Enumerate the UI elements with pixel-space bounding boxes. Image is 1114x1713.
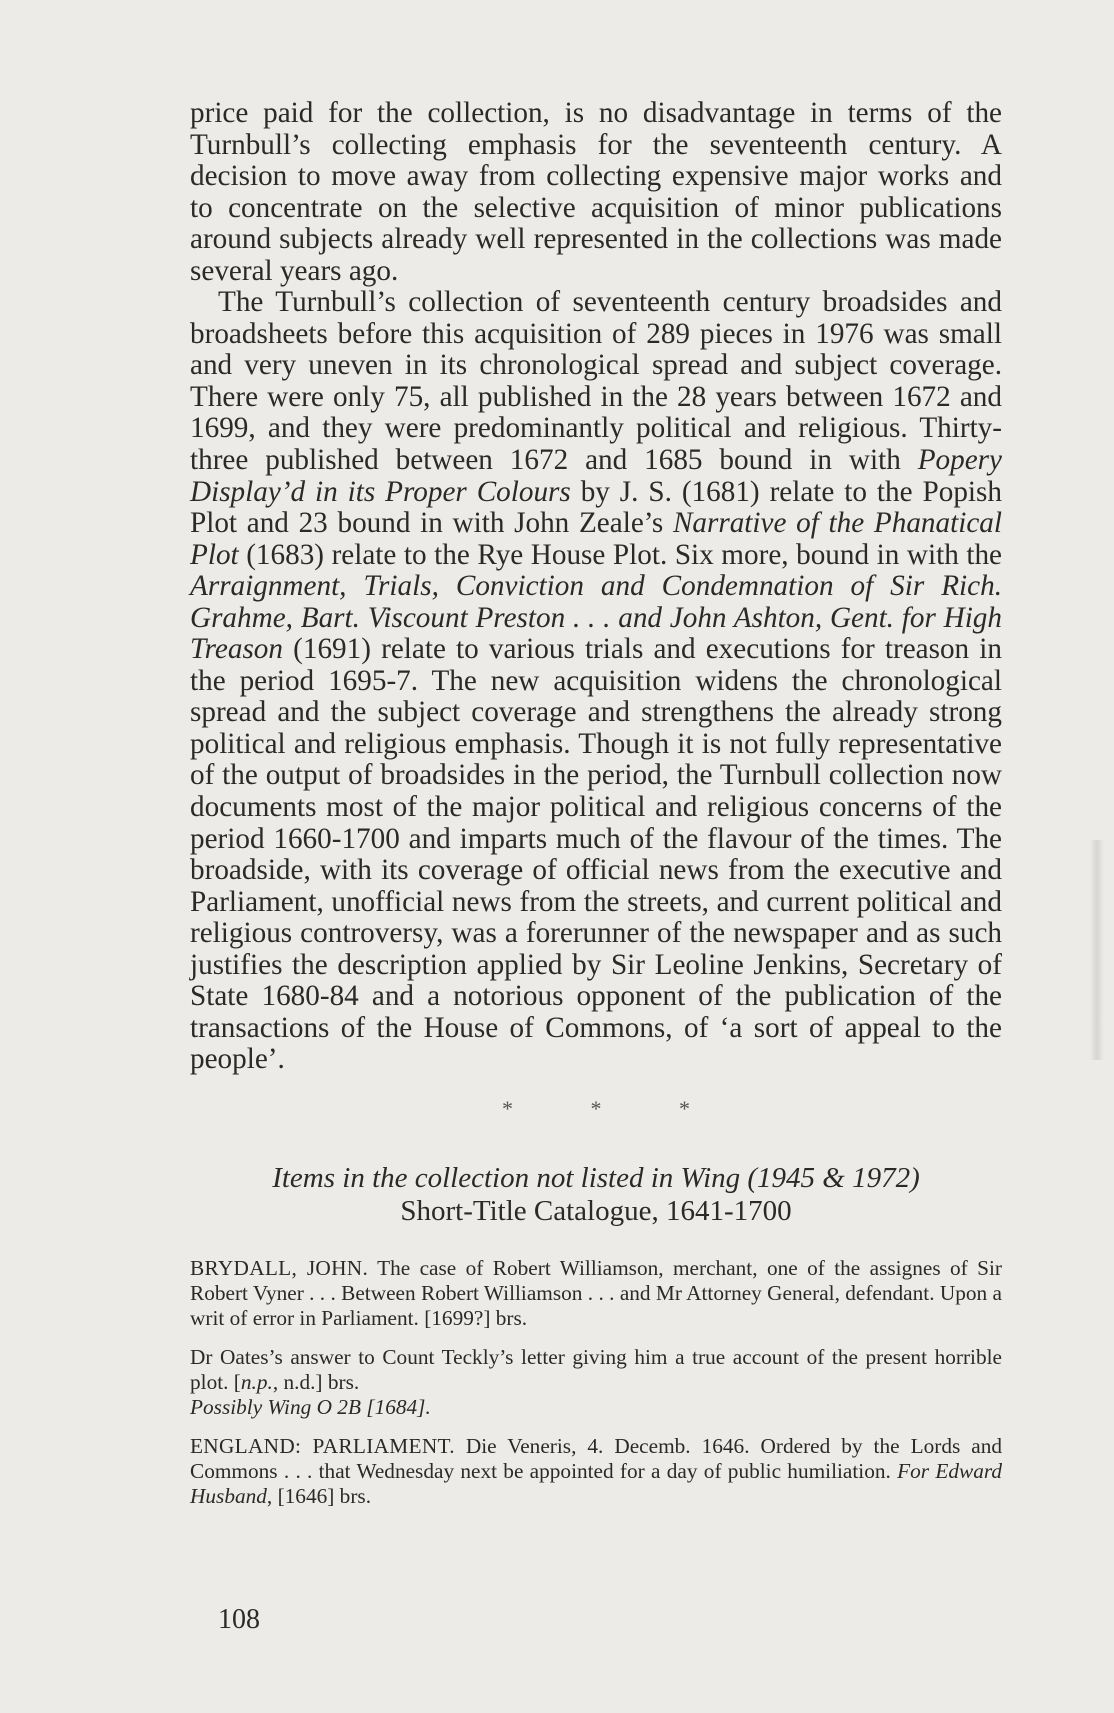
entry-text: , [1646] brs. [266, 1484, 372, 1508]
entry-text-italic: n.p. [240, 1370, 273, 1394]
text-run: by J. S. (1681) relate to the Popish Plot and 23 bound in with John Zeale’s [190, 475, 1002, 540]
list-heading-roman: Short-Title Catalogue, 1641-1700 [400, 1195, 792, 1227]
entry-text: The case of Robert Williamson, merchant, one of the assignes of Sir Robert Vyner . . . Between Robert Williamson . . . and Mr Attorney General, defendant. Upon a writ of error in Parliament. [1699?] brs. [190, 1256, 1003, 1330]
entry-heading: ENGLAND: PARLIAMENT. [190, 1434, 455, 1458]
body-text [190, 98, 1002, 1076]
catalogue-entries [190, 1256, 1002, 1523]
entry-text: Dr Oates’s answer to Count Teckly’s letter giving him a true account of the present horrible plot. [ [190, 1345, 1002, 1394]
list-heading [190, 1162, 1002, 1228]
italic-title-arraignment: Arraignment, Trials, Conviction and Condemnation of Sir Rich. Grahme, Bart. Viscount Preston . . . and John Ashton, Gent. for High Treason [190, 570, 1002, 666]
text-run: The Turnbull’s collection of seventeenth century broadsides and broadsheets before this acquisition of 289 pieces in 1976 was small and very uneven in its chronological spread and subject coverage. There were only 75, all published in the 28 years between 1672 and 1699, and they were predominantly political and religious. Thirty-three published between 1672 and 1685 bound in with [190, 286, 1002, 477]
italic-title-narrative: Narrative of the Phanatical Plot [190, 507, 1002, 571]
show-through-shadow [1090, 840, 1104, 1060]
catalogue-entry [190, 1434, 1002, 1509]
entry-note: Possibly Wing O 2B [1684]. [190, 1395, 431, 1419]
text-run: (1691) relate to various trials and executions for treason in the period 1695-7. The new acquisition widens the chronological spread and the subject coverage and strengthens the already strong political and religious emphasis. Though it is not fully representative of the output of broadsides in the period, the Turnbull collection now documents most of the major political and religious concerns of the period 1660-1700 and imparts much of the flavour of the times. The broadside, with its coverage of official news from the executive and Parliament, unofficial news from the streets, and current political and religious controversy, was a forerunner of the newspaper and as such justifies the description applied by Sir Leoline Jenkins, Secretary of State 1680-84 and a notorious opponent of the publication of the transactions of the House of Commons, of ‘a sort of appeal to the people’. [190, 633, 1002, 1076]
paragraph-1 [190, 98, 1002, 287]
entry-text-italic: For Edward Husband [190, 1459, 1002, 1508]
entry-text: Die Veneris, 4. Decemb. 1646. Ordered by the Lords and Commons . . . that Wednesday next be appointed for a day of public humiliation. [190, 1434, 1002, 1483]
section-separator: * * * [502, 1096, 690, 1121]
text-run: (1683) relate to the Rye House Plot. Six more, bound in with the [238, 538, 1002, 571]
catalogue-entry [190, 1256, 1002, 1331]
catalogue-entry [190, 1345, 1002, 1420]
italic-title-popery: Popery Display’d in its Proper Colours [190, 444, 1002, 508]
entry-text: , n.d.] brs. [272, 1370, 360, 1394]
text-run: price paid for the collection, is no disadvantage in terms of the Turnbull’s collecting emphasis for the seventeenth century. A decision to move away from collecting expensive major works and to concentrate on the selective acquisition of minor publications around subjects already well represented in the collections was made several years ago. [190, 97, 1002, 287]
entry-heading: BRYDALL, JOHN. [190, 1256, 369, 1280]
paragraph-2 [190, 287, 1002, 1076]
page-number: 108 [218, 1604, 260, 1635]
list-heading-italic: Items in the collection not listed in Wing (1945 & 1972) [272, 1162, 920, 1194]
